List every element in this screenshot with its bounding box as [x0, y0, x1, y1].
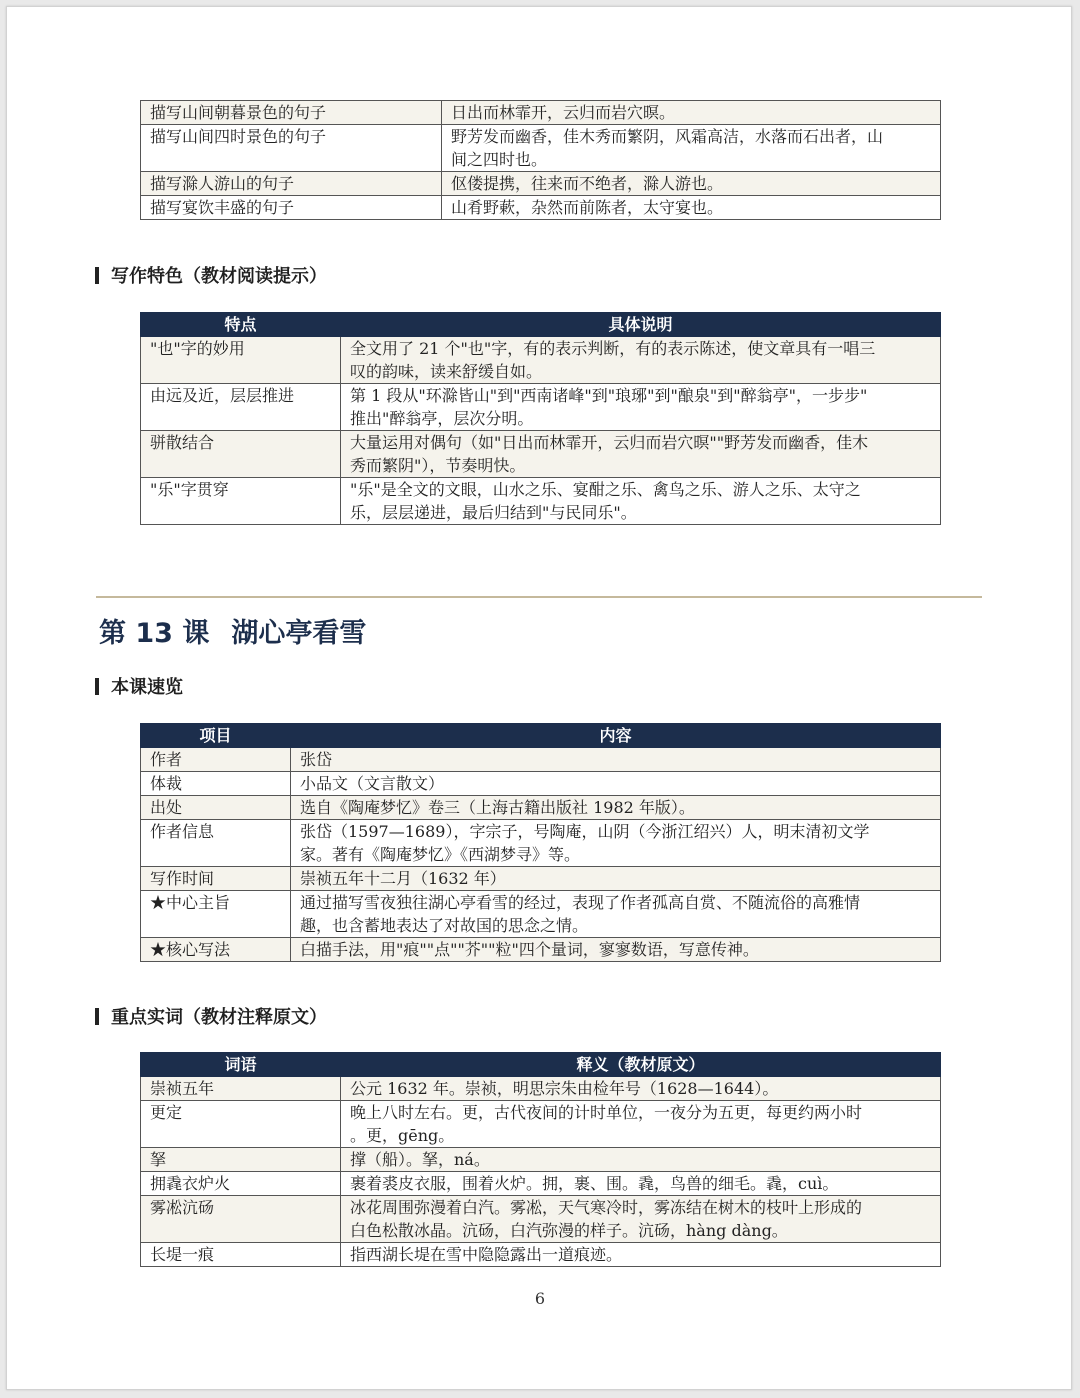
writing-features-table — [140, 312, 941, 525]
column-header: 具体说明 — [341, 313, 941, 337]
section-divider — [96, 596, 982, 598]
section-heading-text: 本课速览 — [111, 677, 183, 698]
table-cell: 崇祯五年 — [141, 1077, 341, 1101]
table-cell: 拏 — [141, 1148, 341, 1172]
table-row — [141, 196, 941, 220]
table-cell: ★核心写法 — [141, 938, 291, 962]
table-cell: 更定 — [141, 1101, 341, 1148]
table-row — [141, 172, 941, 196]
table-cell: 撑（船）。拏，ná。 — [341, 1148, 941, 1172]
table-cell: 拥毳衣炉火 — [141, 1172, 341, 1196]
table-cell: 日出而林霏开，云归而岩穴暝。 — [442, 101, 941, 125]
table-cell: 张岱 — [291, 748, 941, 772]
table-cell: 描写宴饮丰盛的句子 — [141, 196, 442, 220]
table-cell: 长堤一痕 — [141, 1243, 341, 1267]
table-cell: 雾凇沆砀 — [141, 1196, 341, 1243]
table-row — [141, 125, 941, 172]
scenery-sentences-body — [141, 101, 941, 220]
lesson-title — [99, 616, 366, 652]
heading-bar — [95, 1008, 99, 1025]
table-row — [141, 820, 941, 867]
table-row — [141, 938, 941, 962]
table-cell: 描写滁人游山的句子 — [141, 172, 442, 196]
table-cell: 崇祯五年十二月（1632 年） — [291, 867, 941, 891]
lesson-number: 第 13 课 — [99, 618, 210, 649]
scenery-sentences-table — [140, 100, 941, 220]
writing-features-body — [141, 337, 941, 525]
key-vocabulary-table — [140, 1052, 941, 1267]
table-cell: 通过描写雪夜独往湖心亭看雪的经过，表现了作者孤高自赏、不随流俗的高雅情 趣，也含蓄地表达了对故国的思念之情。 — [291, 891, 941, 938]
lesson-name: 湖心亭看雪 — [231, 618, 367, 649]
table-cell: 体裁 — [141, 772, 291, 796]
table-cell: 作者信息 — [141, 820, 291, 867]
table-row — [141, 384, 941, 431]
table-cell: 野芳发而幽香，佳木秀而繁阴，风霜高洁，水落而石出者，山 间之四时也。 — [442, 125, 941, 172]
table-row — [141, 1101, 941, 1148]
heading-bar — [95, 267, 99, 284]
table-cell: 全文用了 21 个"也"字，有的表示判断，有的表示陈述，使文章具有一唱三 叹的韵味，读来舒缓自如。 — [341, 337, 941, 384]
table-cell: 白描手法，用"痕""点""芥""粒"四个量词，寥寥数语，写意传神。 — [291, 938, 941, 962]
table-row — [141, 772, 941, 796]
table-row — [141, 867, 941, 891]
table-row — [141, 891, 941, 938]
section-heading-text: 写作特色（教材阅读提示） — [111, 266, 327, 287]
column-header: 词语 — [141, 1053, 341, 1077]
lesson-overview-table — [140, 723, 941, 962]
table-cell: 伛偻提携，往来而不绝者，滁人游也。 — [442, 172, 941, 196]
table-cell: "乐"是全文的文眼，山水之乐、宴酣之乐、禽鸟之乐、游人之乐、太守之 乐，层层递进，最后归结到"与民同乐"。 — [341, 478, 941, 525]
table-cell: 选自《陶庵梦忆》卷三（上海古籍出版社 1982 年版）。 — [291, 796, 941, 820]
table-cell: 山肴野蔌，杂然而前陈者，太守宴也。 — [442, 196, 941, 220]
table-cell: 描写山间四时景色的句子 — [141, 125, 442, 172]
heading-bar — [95, 678, 99, 695]
column-header: 特点 — [141, 313, 341, 337]
table-row — [141, 748, 941, 772]
table-header-row — [141, 1053, 941, 1077]
section-heading-writing-features — [95, 266, 327, 288]
section-heading-vocabulary — [95, 1007, 327, 1029]
table-row — [141, 478, 941, 525]
table-row — [141, 1243, 941, 1267]
table-cell: 写作时间 — [141, 867, 291, 891]
table-cell: 骈散结合 — [141, 431, 341, 478]
section-heading-text: 重点实词（教材注释原文） — [111, 1007, 327, 1028]
column-header: 项目 — [141, 724, 291, 748]
table-cell: 出处 — [141, 796, 291, 820]
table-row — [141, 1077, 941, 1101]
table-row — [141, 337, 941, 384]
table-row — [141, 1172, 941, 1196]
table-cell: 张岱（1597—1689），字宗子，号陶庵，山阴（今浙江绍兴）人，明末清初文学 家。著有《陶庵梦忆》《西湖梦寻》等。 — [291, 820, 941, 867]
table-cell: 指西湖长堤在雪中隐隐露出一道痕迹。 — [341, 1243, 941, 1267]
table-row — [141, 796, 941, 820]
page-number: 6 — [534, 1289, 546, 1308]
table-header-row — [141, 724, 941, 748]
table-cell: 由远及近，层层推进 — [141, 384, 341, 431]
lesson-overview-body — [141, 748, 941, 962]
table-cell: 大量运用对偶句（如"日出而林霏开，云归而岩穴暝""野芳发而幽香，佳木 秀而繁阴"），节奏明快。 — [341, 431, 941, 478]
table-cell: 晚上八时左右。更，古代夜间的计时单位，一夜分为五更，每更约两小时 。更，gēng。 — [341, 1101, 941, 1148]
table-cell: "乐"字贯穿 — [141, 478, 341, 525]
table-row — [141, 1148, 941, 1172]
table-cell: 描写山间朝暮景色的句子 — [141, 101, 442, 125]
key-vocabulary-body — [141, 1077, 941, 1267]
table-cell: 冰花周围弥漫着白汽。雾凇，天气寒冷时，雾冻结在树木的枝叶上形成的 白色松散冰晶。沆砀，白汽弥漫的样子。沆砀，hàng dàng。 — [341, 1196, 941, 1243]
table-cell: 公元 1632 年。崇祯，明思宗朱由检年号（1628—1644）。 — [341, 1077, 941, 1101]
column-header: 释义（教材原文） — [341, 1053, 941, 1077]
table-cell: 小品文（文言散文） — [291, 772, 941, 796]
table-header-row — [141, 313, 941, 337]
section-heading-overview — [95, 677, 183, 699]
column-header: 内容 — [291, 724, 941, 748]
table-cell: ★中心主旨 — [141, 891, 291, 938]
table-cell: "也"字的妙用 — [141, 337, 341, 384]
table-row — [141, 1196, 941, 1243]
table-row — [141, 431, 941, 478]
table-cell: 裹着裘皮衣服，围着火炉。拥，裹、围。毳，鸟兽的细毛。毳，cuì。 — [341, 1172, 941, 1196]
table-cell: 第 1 段从"环滁皆山"到"西南诸峰"到"琅琊"到"酿泉"到"醉翁亭"，一步步" 推出"醉翁亭，层次分明。 — [341, 384, 941, 431]
table-row — [141, 101, 941, 125]
table-cell: 作者 — [141, 748, 291, 772]
